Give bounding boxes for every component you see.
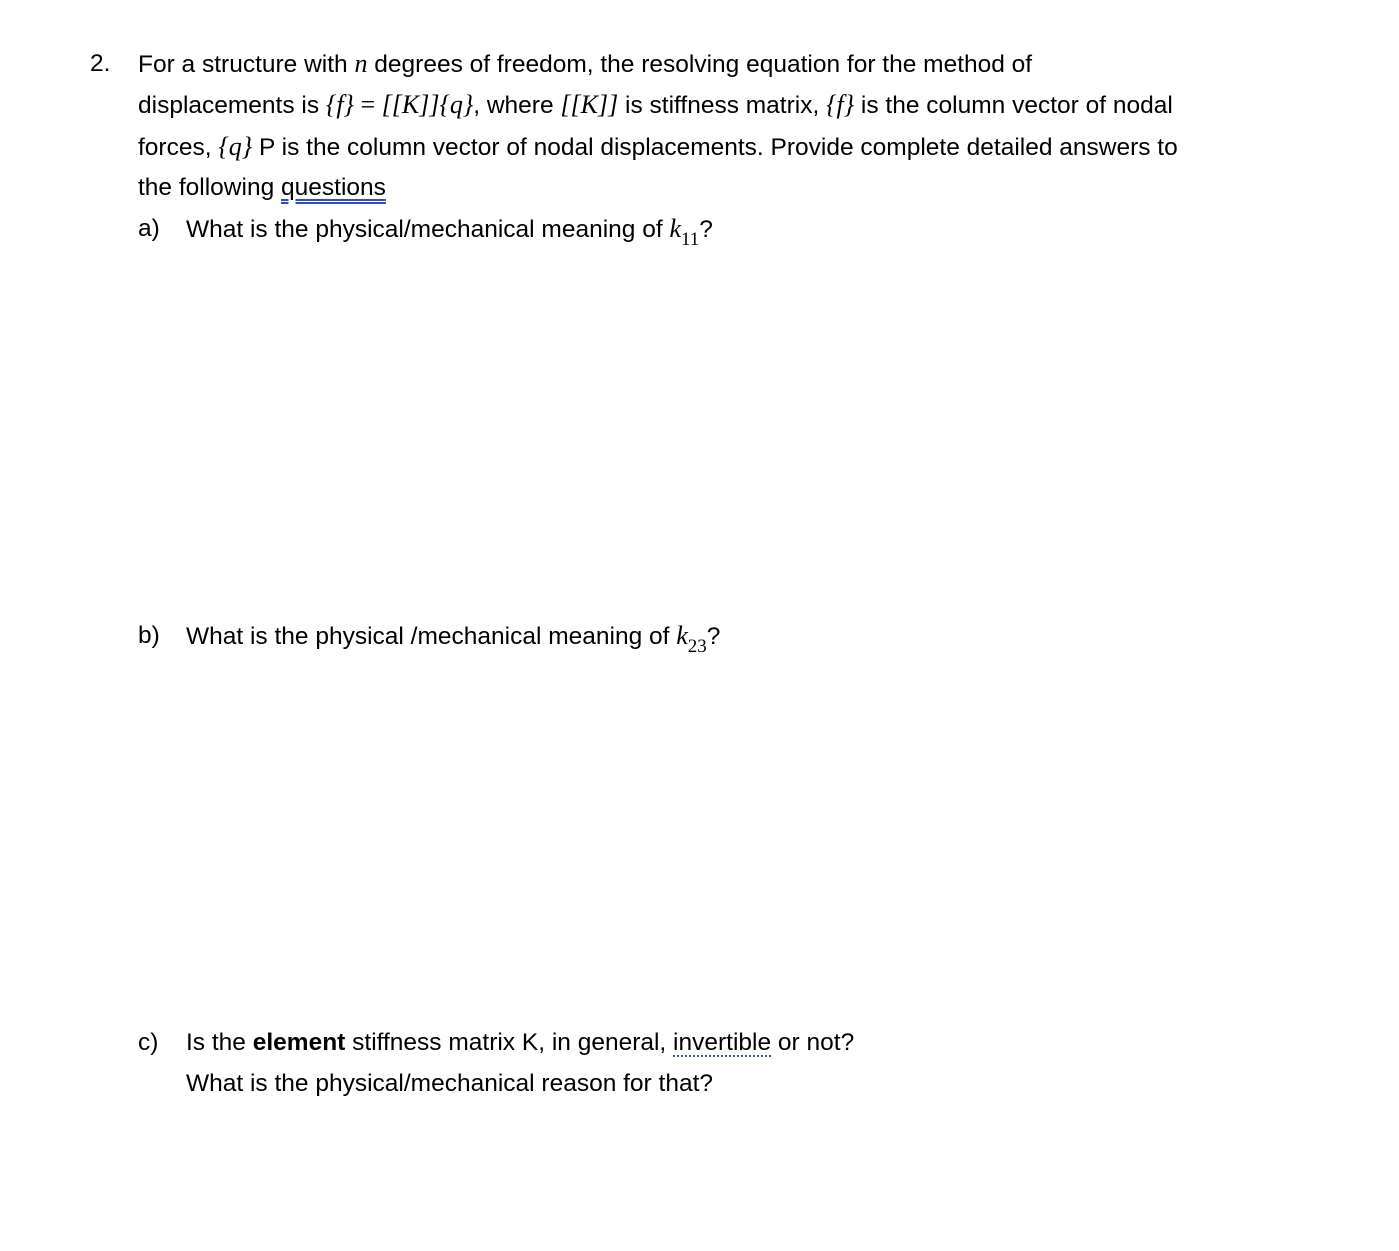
part-c-label: c) (138, 1029, 159, 1056)
part-b-subscript: 23 (687, 636, 707, 657)
eq-lhs: {f} (325, 90, 354, 119)
part-a-var: k (669, 214, 681, 243)
part-b-var: k (676, 621, 688, 650)
question-number: 2. (90, 50, 111, 77)
part-c-question-line-1: Is the element stiffness matrix K, in general, invertible or not? (186, 1029, 855, 1056)
part-b-question: What is the physical /mechanical meaning of $k_{23}$? (186, 621, 721, 657)
var-n: n (354, 49, 368, 78)
part-c-question-line-2: What is the physical/mechanical reason for that? (186, 1070, 714, 1097)
part-b-label: b) (138, 622, 160, 649)
question-line-2: displacements is {f} = [[K]]{q}, where [[K]] is stiffness matrix, {f} is the column vector of nodal (138, 90, 1173, 119)
part-a-label: a) (138, 215, 160, 242)
question-line-1: For a structure with n degrees of freedom, the resolving equation for the method of (138, 49, 1033, 78)
question-line-4: the following questions (138, 174, 386, 201)
eq-equals: = (353, 90, 382, 119)
questions-word: questions (281, 174, 386, 201)
invertible-word: invertible (673, 1029, 772, 1056)
q-ref: {q} (218, 132, 253, 161)
part-a-question: What is the physical/mechanical meaning of $k_{11}$? (186, 214, 713, 250)
element-word: element (252, 1029, 346, 1056)
f-ref: {f} (826, 90, 855, 119)
part-a-subscript: 11 (680, 229, 700, 250)
eq-q: {q} (439, 90, 474, 119)
k-ref: [[K]] (560, 90, 619, 119)
question-line-3: forces, {q} P is the column vector of nodal displacements. Provide complete detailed answers to (138, 132, 1178, 161)
eq-stiffness: [[K]] (381, 90, 440, 119)
